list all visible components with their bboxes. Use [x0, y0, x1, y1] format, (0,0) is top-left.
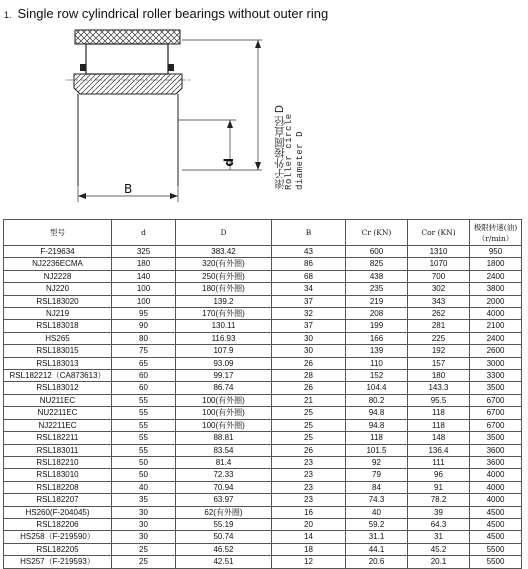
table-cell: 20.6 — [346, 556, 408, 568]
table-cell: 100(有外圈) — [176, 407, 272, 419]
table-cell: 81.4 — [176, 456, 272, 468]
col-outer: D — [176, 220, 272, 246]
table-cell: 18 — [272, 543, 346, 555]
table-cell: 94.8 — [346, 407, 408, 419]
table-cell: 302 — [408, 283, 470, 295]
table-cell: RSL183020 — [4, 295, 112, 307]
table-row — [4, 531, 522, 543]
table-cell: 23 — [272, 494, 346, 506]
table-cell: HS258（F-219590） — [4, 531, 112, 543]
table-cell: 6700 — [470, 419, 522, 431]
table-cell: 50 — [112, 469, 176, 481]
table-cell: 35 — [112, 494, 176, 506]
table-cell: 166 — [346, 332, 408, 344]
diameter-label-en: Roller circle diameter D — [284, 113, 305, 190]
width-label: B — [124, 182, 133, 196]
table-cell: 136.4 — [408, 444, 470, 456]
table-cell: 96 — [408, 469, 470, 481]
bore-label: d — [222, 158, 236, 167]
table-row — [4, 394, 522, 406]
table-cell: NJ2236ECMA — [4, 258, 112, 270]
table-cell: RSL183010 — [4, 469, 112, 481]
table-cell: 20.1 — [408, 556, 470, 568]
table-cell: 116.93 — [176, 332, 272, 344]
table-cell: 30 — [272, 332, 346, 344]
table-cell: 25 — [112, 556, 176, 568]
table-cell: 26 — [272, 357, 346, 369]
section-title: Single row cylindrical roller bearings without outer ring — [17, 6, 329, 21]
table-cell: 100 — [112, 295, 176, 307]
table-cell: 50.74 — [176, 531, 272, 543]
table-cell: 80 — [112, 332, 176, 344]
table-cell: 4000 — [470, 308, 522, 320]
col-cor: Cor (KN) — [408, 220, 470, 246]
table-cell: 63.97 — [176, 494, 272, 506]
table-cell: 14 — [272, 531, 346, 543]
table-cell: 5500 — [470, 556, 522, 568]
table-row — [4, 481, 522, 493]
table-cell: 91 — [408, 481, 470, 493]
table-cell: 320(有外圈) — [176, 258, 272, 270]
table-cell: 55 — [112, 394, 176, 406]
table-cell: 75 — [112, 345, 176, 357]
table-cell: 4000 — [470, 481, 522, 493]
table-cell: 95 — [112, 308, 176, 320]
table-cell: RSL182212（CA873613） — [4, 370, 112, 382]
table-cell: 3600 — [470, 456, 522, 468]
table-cell: RSL182207 — [4, 494, 112, 506]
table-cell: 59.2 — [346, 518, 408, 530]
table-cell: 30 — [112, 518, 176, 530]
table-cell: 40 — [112, 481, 176, 493]
table-cell: 281 — [408, 320, 470, 332]
table-cell: 55 — [112, 407, 176, 419]
col-model: 型号 — [4, 220, 112, 246]
col-speed: 极限转速(油)（r/min） — [470, 220, 522, 246]
table-cell: 192 — [408, 345, 470, 357]
table-cell: 5500 — [470, 543, 522, 555]
table-cell: 208 — [346, 308, 408, 320]
table-cell: F-219634 — [4, 246, 112, 258]
table-row — [4, 320, 522, 332]
table-cell: 4500 — [470, 506, 522, 518]
table-cell: 139.2 — [176, 295, 272, 307]
table-cell: 99.17 — [176, 370, 272, 382]
table-cell: RSL182210 — [4, 456, 112, 468]
table-cell: 79 — [346, 469, 408, 481]
table-cell: 2100 — [470, 320, 522, 332]
table-cell: 55 — [112, 419, 176, 431]
table-cell: 235 — [346, 283, 408, 295]
roller-outline — [86, 44, 168, 74]
table-cell: 60 — [112, 370, 176, 382]
table-cell: 50 — [112, 456, 176, 468]
table-cell: 72.33 — [176, 469, 272, 481]
table-cell: 170(有外圈) — [176, 308, 272, 320]
table-cell: 25 — [272, 407, 346, 419]
table-cell: 4500 — [470, 518, 522, 530]
table-cell: 1070 — [408, 258, 470, 270]
table-cell: 343 — [408, 295, 470, 307]
table-cell: 825 — [346, 258, 408, 270]
table-cell: 34 — [272, 283, 346, 295]
col-bore: d — [112, 220, 176, 246]
table-cell: 26 — [272, 382, 346, 394]
table-cell: 6700 — [470, 407, 522, 419]
table-cell: 46.52 — [176, 543, 272, 555]
table-cell: 25 — [272, 419, 346, 431]
table-row — [4, 469, 522, 481]
table-cell: 20 — [272, 518, 346, 530]
table-cell: 3000 — [470, 357, 522, 369]
table-cell: RSL183013 — [4, 357, 112, 369]
table-cell: 55 — [112, 444, 176, 456]
table-cell: 2400 — [470, 270, 522, 282]
table-cell: 31.1 — [346, 531, 408, 543]
section-number: 1. — [4, 10, 12, 20]
table-row — [4, 456, 522, 468]
table-cell: 157 — [408, 357, 470, 369]
table-cell: 26 — [272, 444, 346, 456]
table-cell: 30 — [112, 531, 176, 543]
table-row — [4, 332, 522, 344]
table-row — [4, 382, 522, 394]
table-cell: RSL182206 — [4, 518, 112, 530]
table-row — [4, 258, 522, 270]
table-row — [4, 432, 522, 444]
table-cell: 62(有外圈) — [176, 506, 272, 518]
inner-ring-section — [74, 74, 182, 94]
table-row — [4, 270, 522, 282]
table-cell: 94.8 — [346, 419, 408, 431]
table-cell: 118 — [346, 432, 408, 444]
table-cell: 23 — [272, 469, 346, 481]
table-cell: 4500 — [470, 531, 522, 543]
table-cell: 2000 — [470, 295, 522, 307]
table-cell: 3600 — [470, 444, 522, 456]
table-cell: 180 — [112, 258, 176, 270]
spec-table — [3, 219, 522, 569]
table-cell: 143.3 — [408, 382, 470, 394]
table-cell: 3500 — [470, 432, 522, 444]
diameter-label-cn: 滚子外接圆直径 D — [273, 105, 286, 190]
table-cell: 139 — [346, 345, 408, 357]
table-row — [4, 494, 522, 506]
table-cell: 1800 — [470, 258, 522, 270]
table-cell: 225 — [408, 332, 470, 344]
table-row — [4, 345, 522, 357]
table-cell: 16 — [272, 506, 346, 518]
table-row — [4, 407, 522, 419]
table-cell: NJ219 — [4, 308, 112, 320]
table-cell: 130.11 — [176, 320, 272, 332]
table-cell: NJ2211EC — [4, 419, 112, 431]
table-cell: 32 — [272, 308, 346, 320]
table-cell: HS265 — [4, 332, 112, 344]
table-cell: RSL182205 — [4, 543, 112, 555]
table-cell: RSL182208 — [4, 481, 112, 493]
table-cell: 600 — [346, 246, 408, 258]
table-row — [4, 543, 522, 555]
col-cr: Cr (KN) — [346, 220, 408, 246]
table-cell: 65 — [112, 357, 176, 369]
table-cell: 111 — [408, 456, 470, 468]
table-cell: 101.5 — [346, 444, 408, 456]
table-cell: 55 — [112, 432, 176, 444]
table-row — [4, 518, 522, 530]
table-cell: RSL183011 — [4, 444, 112, 456]
table-cell: 74.3 — [346, 494, 408, 506]
table-cell: 219 — [346, 295, 408, 307]
table-row — [4, 506, 522, 518]
table-row — [4, 357, 522, 369]
table-cell: 180(有外圈) — [176, 283, 272, 295]
roller-end-left — [80, 64, 86, 71]
table-cell: 4000 — [470, 469, 522, 481]
table-cell: 100(有外圈) — [176, 419, 272, 431]
table-cell: 93.09 — [176, 357, 272, 369]
table-cell: 42.51 — [176, 556, 272, 568]
table-cell: 262 — [408, 308, 470, 320]
table-cell: 250(有外圈) — [176, 270, 272, 282]
table-cell: 80.2 — [346, 394, 408, 406]
table-row — [4, 556, 522, 568]
table-cell: 90 — [112, 320, 176, 332]
table-cell: 37 — [272, 320, 346, 332]
table-cell: 68 — [272, 270, 346, 282]
table-row — [4, 370, 522, 382]
table-cell: 37 — [272, 295, 346, 307]
table-cell: 25 — [272, 432, 346, 444]
table-cell: HS260(F-204045) — [4, 506, 112, 518]
table-cell: 118 — [408, 407, 470, 419]
table-cell: 30 — [112, 506, 176, 518]
table-cell: 6700 — [470, 394, 522, 406]
table-cell: 383.42 — [176, 246, 272, 258]
table-cell: NJ220 — [4, 283, 112, 295]
table-cell: 31 — [408, 531, 470, 543]
table-cell: 3300 — [470, 370, 522, 382]
table-cell: 950 — [470, 246, 522, 258]
table-cell: 152 — [346, 370, 408, 382]
table-cell: 104.4 — [346, 382, 408, 394]
table-row — [4, 308, 522, 320]
table-cell: 23 — [272, 456, 346, 468]
table-cell: 78.2 — [408, 494, 470, 506]
table-cell: 21 — [272, 394, 346, 406]
table-cell: 700 — [408, 270, 470, 282]
table-cell: 140 — [112, 270, 176, 282]
table-cell: 28 — [272, 370, 346, 382]
table-cell: RSL183018 — [4, 320, 112, 332]
table-cell: 55.19 — [176, 518, 272, 530]
table-cell: 44.1 — [346, 543, 408, 555]
table-row — [4, 283, 522, 295]
table-row — [4, 295, 522, 307]
table-cell: 25 — [112, 543, 176, 555]
col-width: B — [272, 220, 346, 246]
table-cell: 148 — [408, 432, 470, 444]
table-cell: 88.81 — [176, 432, 272, 444]
table-header-row — [4, 220, 522, 246]
table-cell: 92 — [346, 456, 408, 468]
table-cell: 3800 — [470, 283, 522, 295]
table-cell: 30 — [272, 345, 346, 357]
table-cell: 438 — [346, 270, 408, 282]
table-cell: NJ2228 — [4, 270, 112, 282]
table-cell: RSL183012 — [4, 382, 112, 394]
table-cell: NU2211EC — [4, 407, 112, 419]
table-cell: 64.3 — [408, 518, 470, 530]
table-cell: HS257（F-219593） — [4, 556, 112, 568]
table-cell: 3500 — [470, 382, 522, 394]
table-cell: 4000 — [470, 494, 522, 506]
cage-top-band — [75, 30, 180, 44]
table-cell: 107.9 — [176, 345, 272, 357]
table-cell: 70.94 — [176, 481, 272, 493]
table-cell: 84 — [346, 481, 408, 493]
table-cell: 110 — [346, 357, 408, 369]
table-cell: RSL183015 — [4, 345, 112, 357]
table-cell: 86 — [272, 258, 346, 270]
table-cell: 43 — [272, 246, 346, 258]
table-cell: RSL182211 — [4, 432, 112, 444]
table-cell: 45.2 — [408, 543, 470, 555]
table-cell: 100 — [112, 283, 176, 295]
table-cell: 12 — [272, 556, 346, 568]
table-cell: 1310 — [408, 246, 470, 258]
table-cell: 60 — [112, 382, 176, 394]
table-row — [4, 419, 522, 431]
table-cell: 40 — [346, 506, 408, 518]
table-cell: 180 — [408, 370, 470, 382]
roller-end-right — [168, 64, 174, 71]
table-cell: 2600 — [470, 345, 522, 357]
table-cell: 86.74 — [176, 382, 272, 394]
section-heading — [4, 6, 328, 21]
table-cell: 95.5 — [408, 394, 470, 406]
table-cell: 100(有外圈) — [176, 394, 272, 406]
table-cell: 2400 — [470, 332, 522, 344]
table-cell: 118 — [408, 419, 470, 431]
table-cell: 39 — [408, 506, 470, 518]
table-row — [4, 246, 522, 258]
table-cell: 23 — [272, 481, 346, 493]
table-cell: 325 — [112, 246, 176, 258]
table-cell: 83.54 — [176, 444, 272, 456]
table-cell: 199 — [346, 320, 408, 332]
table-row — [4, 444, 522, 456]
table-cell: NU211EC — [4, 394, 112, 406]
